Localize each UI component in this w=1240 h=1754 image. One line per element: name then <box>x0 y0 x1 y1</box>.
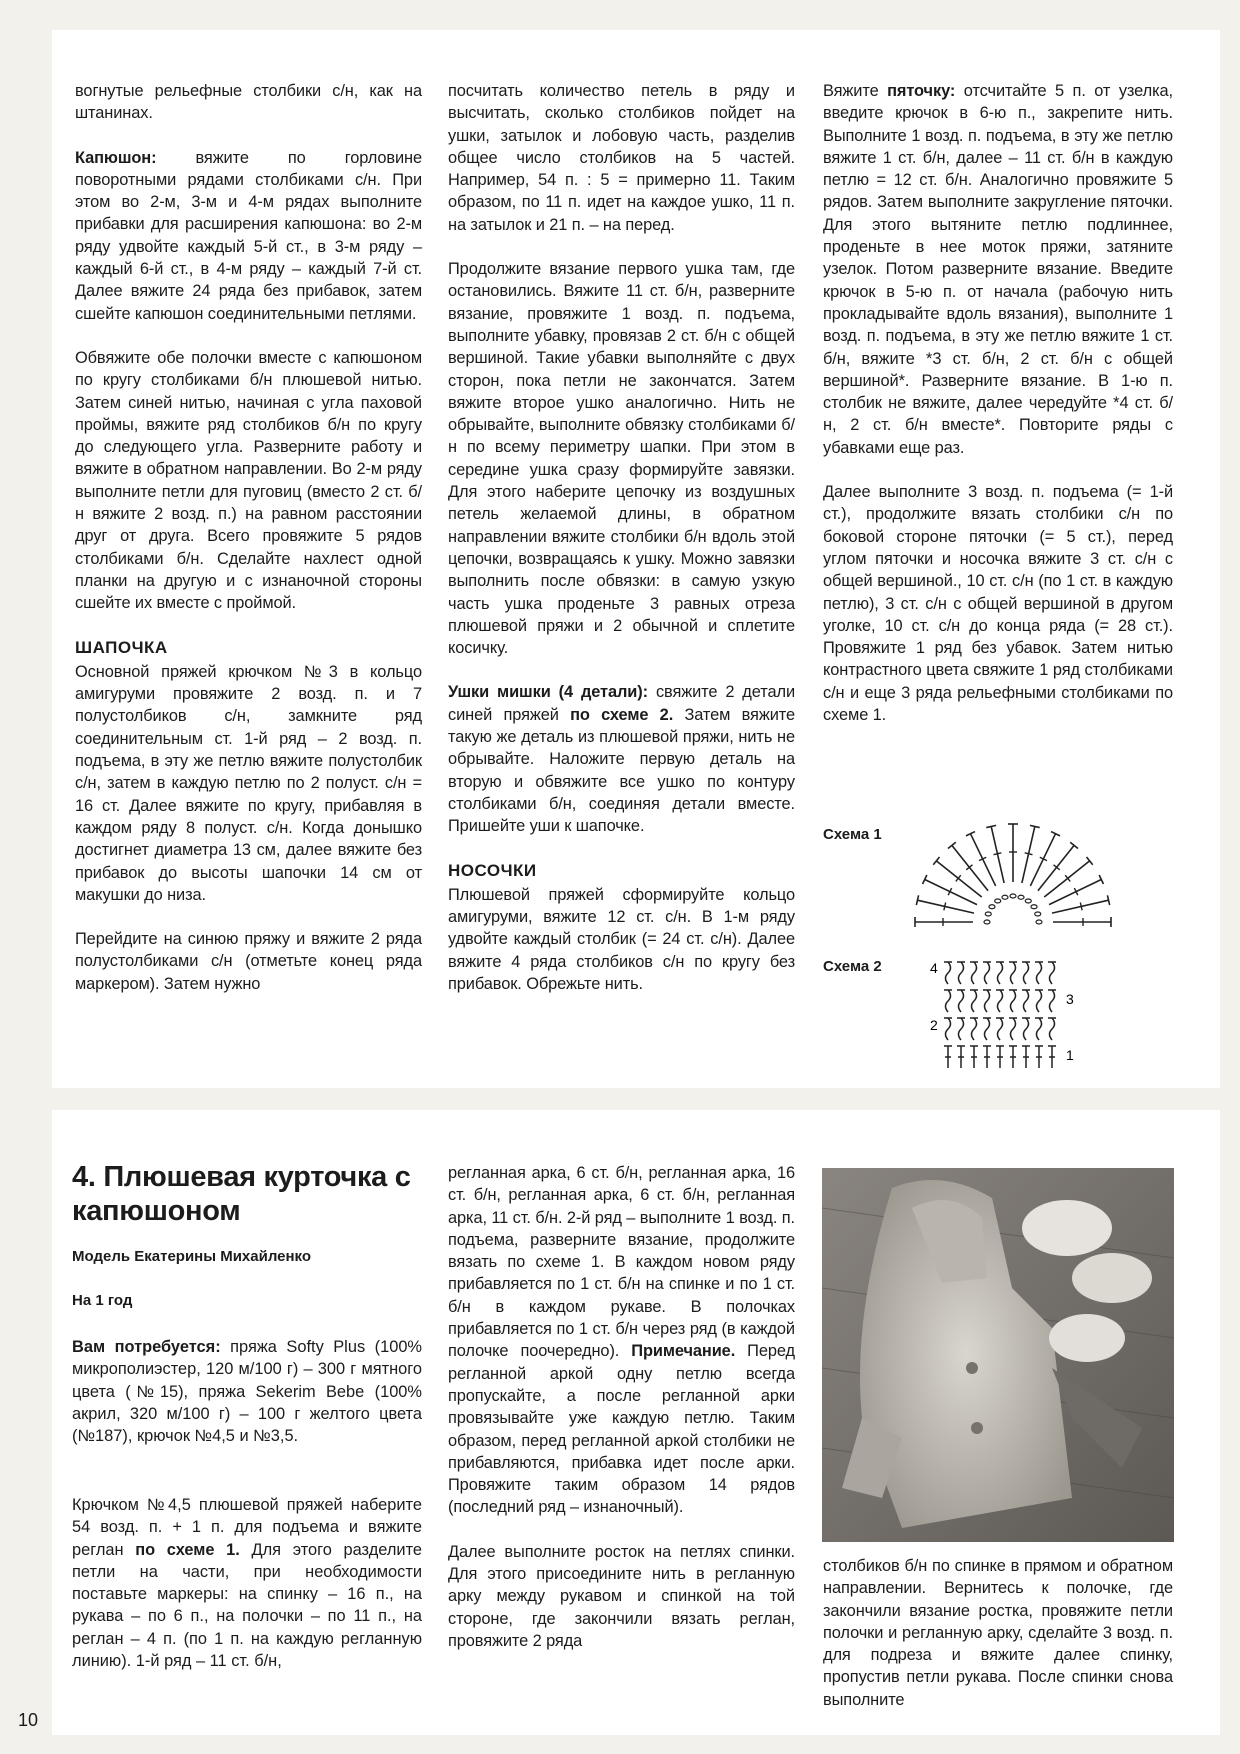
scheme-1-stitch <box>1052 895 1110 913</box>
scheme-2-stitch <box>1022 1046 1030 1068</box>
text: Вяжите <box>823 82 888 100</box>
photo-image <box>822 1168 1174 1542</box>
scheme-1-label: Схема 1 <box>823 826 882 843</box>
scheme-1-chain <box>1010 894 1016 898</box>
scheme-2-stitch <box>983 1018 991 1040</box>
scheme-2-stitch <box>944 990 952 1012</box>
scheme-2-stitch <box>996 1046 1004 1068</box>
paragraph: вогнутые рельефные столбики с/н, как на штанинах. <box>75 82 422 123</box>
scheme-1-stitch <box>1053 917 1111 927</box>
scheme-2-diagram <box>930 958 1080 1082</box>
scheme-2-stitch <box>1022 962 1030 984</box>
scheme-1-stitch <box>986 825 1004 883</box>
cast-on-paragraph <box>72 1494 422 1672</box>
column-6 <box>823 1555 1173 1733</box>
scheme-2-stitch <box>996 1018 1004 1040</box>
scheme-2-stitch <box>944 962 952 984</box>
lead-hood: Капюшон: <box>75 148 157 167</box>
scheme-2-stitch <box>1009 1018 1017 1040</box>
scheme-2-stitch <box>983 1046 991 1068</box>
note-lead: Примечание. <box>631 1342 736 1361</box>
scheme-1-stitch <box>948 842 988 890</box>
scheme-2-stitch <box>1035 990 1043 1012</box>
text: Перед регланной аркой одну петлю всегда пропускайте, а после регланной арки провязывайте уже каждую петлю. Таким образом, перед регланной аркой столбики не прибавляются, прибавка идет после арки. Провяжите таким образом 14 рядов (последний ряд – изнаночный). <box>448 1342 795 1517</box>
scheme-1-stitch <box>1038 842 1078 890</box>
scheme-2-stitch <box>1009 962 1017 984</box>
text: регланная арка, 6 ст. б/н, регланная арка, 16 ст. б/н, регланная арка, 6 ст. б/н, регланная арка, 11 ст. б/н. 2-й ряд – выполните 1 возд. п. подъема, разверните вязание, продолжите вязать по схеме 1. В каждом новом ряду прибавляется по 1 ст. б/н на спинке и по 1 ст. б/н в каждом рукаве. В полочках прибавляется по 1 ст. б/н через ряд (в каждой полочке поочередно). <box>448 1164 795 1361</box>
heading-socks: НОСОЧКИ <box>448 860 537 880</box>
scheme-2-stitch <box>996 962 1004 984</box>
paragraph: Обвяжите обе полочки вместе с капюшоном по кругу столбиками б/н плюшевой нитью. Затем синей нитью, начиная с угла паховой проймы, вяжите ряд столбиков б/н по кругу до следующего угла. Разверните работу и вяжите в обратном направлении. Во 2-м ряду выполните петли для пуговиц (вместо 2 ст. б/н вяжите 2 возд. п.) на равном расстоянии друг от друга. Всего провяжите 5 рядов столбиками б/н. Сделайте нахлест одной планки на другую и с изнаночной стороны сшейте их вместе с проймой. <box>75 348 422 613</box>
size-age: На 1 год <box>72 1292 133 1309</box>
scheme-2-stitches <box>944 962 1056 1068</box>
scheme-2-stitch <box>1022 1018 1030 1040</box>
paragraph: Далее выполните росток на петлях спинки. Для этого присоедините нить в регланную арку между рукавом и спинкой на той стороне, где закончили вязать реглан, провяжите 2 ряда <box>448 1542 795 1650</box>
scheme-2-stitch <box>983 962 991 984</box>
lead-heel: пяточку: <box>887 82 956 100</box>
paragraph <box>448 1162 795 1519</box>
scheme-1-stitch <box>915 917 973 927</box>
scheme-1-stitch <box>916 895 974 913</box>
paragraph-heel <box>823 80 1173 459</box>
column-2 <box>448 80 795 1017</box>
paragraph: Перейдите на синюю пряжу и вяжите 2 ряда полустолбиками с/н (отметьте конец ряда маркером). Затем нужно <box>75 930 422 993</box>
scheme-1-stitch <box>1008 824 1018 882</box>
scheme-1-stitch <box>1030 832 1060 886</box>
scheme-2-row-label: 1 <box>1066 1047 1074 1063</box>
scheme-1-stitch <box>923 875 977 905</box>
scheme-1-stitch <box>1044 857 1092 897</box>
scheme-2-stitch <box>1022 990 1030 1012</box>
scheme-1-chain <box>995 899 1001 903</box>
paragraph: Основной пряжей крючком №3 в кольцо амигуруми провяжите 2 возд. п. и 7 полустолбиков с/н, замкните ряд соединительным ст. 1-й ряд – 2 возд. п. подъема, в эту же петлю вяжите полустолбик с/н, затем в каждую петлю по 2 полуст. с/н = 16 ст. Далее вяжите по кругу, прибавляя в каждом ряду 8 полуст. с/н. Когда донышко достигнет диаметра 13 см, далее вяжите без прибавок до высоты шапочки 14 см от макушки до низа. <box>75 662 422 904</box>
materials-lead: Вам потребуется: <box>72 1338 221 1356</box>
scheme-2-stitch <box>1035 962 1043 984</box>
paragraph: Далее выполните 3 возд. п. подъема (= 1-й ст.), продолжите вязать столбики с/н по боковой стороне пяточки (= 5 ст.), перед углом пяточки и носочка вяжите 3 ст. с/н с общей вершиной., 10 ст. с/н (по 1 ст. в каждую петлю), 3 ст. с/н с общей вершиной в другом уголке, 10 ст. с/н до конца ряда (= 28 ст.). Провяжите 1 ряд без убавок. Затем нитью контрастного цвета свяжите 1 ряд столбиками с/н и еще 3 ряда рельефными столбиками по схеме 1. <box>823 483 1173 725</box>
scheme-2-row-label: 2 <box>930 1017 938 1033</box>
text: пряжа Softy Plus (100% микрополиэстер, 120 м/100 г) – 300 г мятного цвета (№15), пряжа Sekerim Bebe (100% акрил, 320 м/100 г) – 100 г желтого цвета (№187), крючок №4,5 и №3,5. <box>72 1338 423 1446</box>
scheme-1-stitch <box>1049 875 1103 905</box>
paragraph: столбиков б/н по спинке в прямом и обратном направлении. Вернитесь к полочке, где закончили вязание ростка, провяжите петли полочки и регланную арку, сделайте 3 возд. п. для подреза и вяжите далее спинку, пропустив петли рукава. После спинки снова выполните <box>823 1557 1173 1709</box>
text: отсчитайте 5 п. от узелка, введите крючок в 6-ю п., закрепите нить. Выполните 1 возд. п. подъема, в эту же петлю вяжите 1 ст. б/н, далее – 11 ст. б/н в каждую петлю = 12 ст. б/н. Аналогично провяжите 5 рядов. Затем выполните закругление пяточки. Для этого вытяните петлю подлиннее, проденьте в нее моток пряжи, затяните узелок. Потом разверните вязание. Введите крючок в 5-ю п. от начала (рабочую нить прокладывайте вдоль вязания), выполните 1 возд. п. подъема, в эту же петлю вяжите 1 ст. б/н, вяжите *3 ст. б/н, 2 ст. б/н с общей вершиной*. Разверните вязание. В 1-ю п. столбик не вяжите, далее чередуйте *4 ст. б/н, 2 ст. б/н вместе*. Повторите ряды с убавками еще раз. <box>823 82 1173 457</box>
article-title: 4. Плюшевая курточка с капюшоном <box>72 1161 411 1227</box>
paragraph-ears <box>448 681 795 837</box>
scheme-2-stitch <box>970 990 978 1012</box>
scheme-2-stitch <box>1048 1046 1056 1068</box>
scheme-1-chain <box>1035 912 1041 916</box>
scheme-2-row-label: 4 <box>930 960 938 976</box>
scheme-2-stitch <box>957 1018 965 1040</box>
paragraph: посчитать количество петель в ряду и высчитать, сколько столбиков пойдет на ушки, затылок и лобовую часть, разделив общее число столбиков на 5 частей. Например, 54 п. : 5 = примерно 11. Таким образом, по 11 п. идет на каждое ушко, 11 п. на затылок и 21 п. – на перед. <box>448 82 795 234</box>
scheme-2-stitch <box>983 990 991 1012</box>
scheme-1-chain <box>984 920 990 924</box>
text: Крючком №4,5 плюшевой пряжей наберите 54 возд. п. + 1 п. для подъема и вяжите реглан <box>72 1496 422 1559</box>
scheme-2-stitch <box>1048 962 1056 984</box>
scheme-2-stitch <box>944 1046 952 1068</box>
scheme-ref: по схеме 2. <box>570 705 674 724</box>
scheme-1-stitch <box>1022 825 1040 883</box>
page-number: 10 <box>18 1710 39 1730</box>
scheme-2-stitch <box>957 962 965 984</box>
scheme-2-stitch <box>1009 1046 1017 1068</box>
scheme-2-stitch <box>944 1018 952 1040</box>
scheme-2-stitch <box>957 1046 965 1068</box>
scheme-2-stitch <box>957 990 965 1012</box>
scheme-1-chain <box>1025 899 1031 903</box>
scheme-2-label: Схема 2 <box>823 958 882 975</box>
lead-ears: Ушки мишки (4 детали): <box>448 683 649 702</box>
scheme-2-stitch <box>970 962 978 984</box>
heading-cap: ШАПОЧКА <box>75 637 168 657</box>
text: Затем вяжите такую же деталь из плюшевой пряжи, нить не обрывайте. Наложите первую деталь на вторую и обвяжите все ушко по контуру столбиками б/н, соединяя детали вместе. Пришейте уши к шапочке. <box>448 705 795 836</box>
scheme-2-stitch <box>970 1046 978 1068</box>
scheme-2-stitch <box>970 1018 978 1040</box>
scheme-2-stitch <box>1048 990 1056 1012</box>
scheme-1-chain <box>985 912 991 916</box>
column-3 <box>823 80 1173 748</box>
scheme-1-chain <box>1031 905 1037 909</box>
text: вяжите по горловине поворотными рядами столбиками с/н. При этом во 2-м, 3-м и 4-м рядах выполните прибавки для расширения капюшона: во 2-м ряду удвойте каждый 5-й ст., в 3-м ряду – каждый 6-й ст., в 4-м ряду – каждый 7-й ст. Далее вяжите 24 ряда без прибавок, затем сшейте капюшон соединительными петлями. <box>75 148 422 323</box>
materials <box>72 1336 422 1447</box>
scheme-1-stitch <box>966 832 996 886</box>
scheme-1-diagram <box>893 810 1133 930</box>
column-1 <box>75 80 422 1017</box>
scheme-1-chain <box>1018 895 1024 899</box>
column-5 <box>448 1162 795 1674</box>
scheme-2-stitch <box>1009 990 1017 1012</box>
scheme-1-stitch <box>933 857 981 897</box>
jacket-photo <box>822 1168 1174 1542</box>
scheme-2-stitch <box>1035 1046 1043 1068</box>
scheme-ref: по схеме 1. <box>135 1540 240 1559</box>
scheme-1-chain <box>1002 895 1008 899</box>
designer-credit: Модель Екатерины Михайленко <box>72 1248 312 1265</box>
scheme-1-chain <box>989 905 995 909</box>
text: Для этого разделите петли на части, при необходимости поставьте маркеры: на спинку – 16 п., на рукава – по 6 п., на полочки – по 11 п., на реглан – 4 п. (по 1 п. на каждую регланную линию). 1-й ряд – 11 ст. б/н, <box>72 1540 423 1671</box>
scheme-2-stitch <box>996 990 1004 1012</box>
paragraph: Плюшевой пряжей сформируйте кольцо амигуруми, вяжите 12 ст. с/н. В 1-м ряду удвойте каждый столбик (= 24 ст. с/н). Далее вяжите 4 ряда столбиков с/н по кругу без прибавок. Обрежьте нить. <box>448 885 795 993</box>
paragraph: Продолжите вязание первого ушка там, где остановились. Вяжите 11 ст. б/н, разверните вязание, провяжите 1 возд. п. подъема, выполните убавку, провязав 2 ст. б/н с общей вершиной. Такие убавки выполняйте с двух сторон, пока петли не закончатся. Затем вяжите второе ушко аналогично. Нить не обрывайте, выполните обвязку столбиками б/н по всему периметру шапки. При этом в середине ушка сразу формируйте завязки. Для этого наберите цепочку из воздушных петель желаемой длины, в обратном направлении вяжите столбики б/н вдоль этой цепочки, возвращаясь к ушку. Можно завязки выполнить после обвязки: в самую узкую часть ушка проденьте 3 равных отреза плюшевой пряжи и 2 обычной и сплетите косичку. <box>448 260 795 658</box>
paragraph-hood <box>75 147 422 325</box>
scheme-2-stitch <box>1048 1018 1056 1040</box>
scheme-2-stitch <box>1035 1018 1043 1040</box>
scheme-2-row-label: 3 <box>1066 991 1074 1007</box>
text: свяжите 2 детали синей пряжей <box>448 683 796 724</box>
scheme-1-chain <box>1036 920 1042 924</box>
